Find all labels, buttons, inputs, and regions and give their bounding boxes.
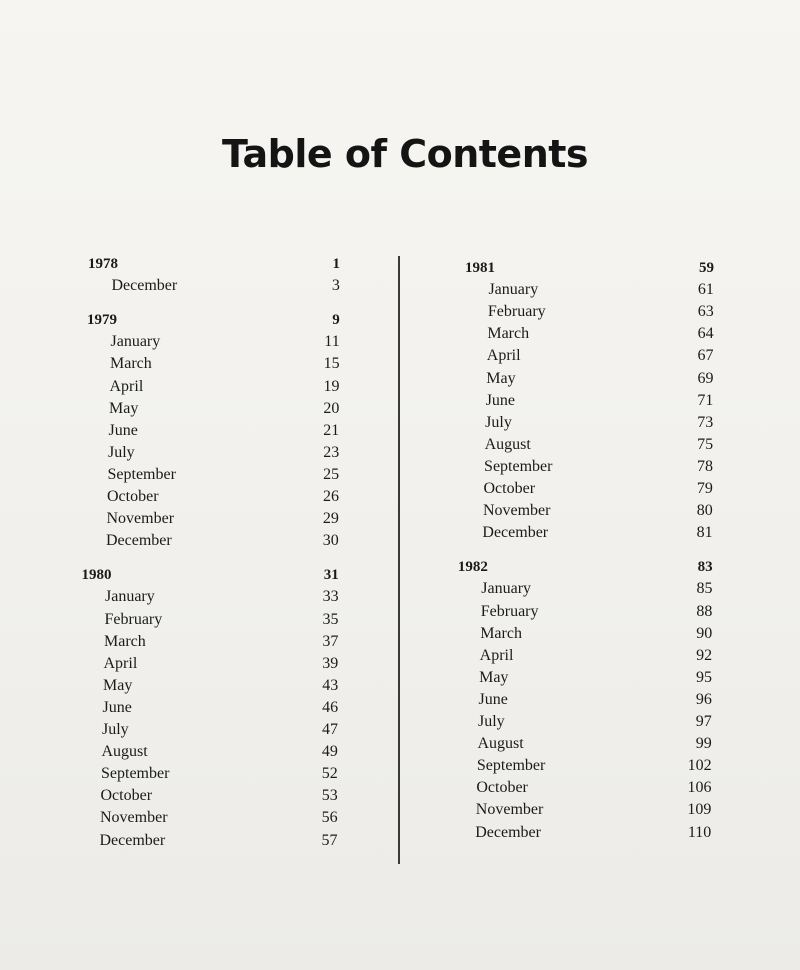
toc-month-page: 15 <box>323 355 340 373</box>
toc-month-entry: September <box>476 757 546 775</box>
toc-month-entry: February <box>487 303 546 321</box>
toc-month-page: 49 <box>321 743 338 761</box>
toc-year-page: 9 <box>332 312 340 329</box>
toc-month-page: 92 <box>696 646 713 664</box>
toc-month-entry: December <box>106 532 172 550</box>
toc-month-entry: December <box>111 277 178 295</box>
toc-year-page: 83 <box>697 559 713 576</box>
toc-month-page: 96 <box>695 690 712 708</box>
toc-month-entry: February <box>480 602 539 620</box>
toc-year-heading: 1978 <box>88 256 118 272</box>
toc-month-entry: March <box>110 355 152 373</box>
toc-month-entry: October <box>107 488 159 505</box>
toc-month-page: 57 <box>321 831 338 849</box>
toc-month-page: 20 <box>323 399 340 417</box>
toc-month-entry: October <box>100 787 153 805</box>
toc-month-page: 30 <box>322 532 339 550</box>
toc-month-entry: September <box>484 457 553 475</box>
toc-month-page: 73 <box>697 413 714 431</box>
toc-month-page: 80 <box>696 502 713 520</box>
toc-month-page: 46 <box>322 698 339 716</box>
toc-month-entry: July <box>485 413 512 431</box>
toc-month-page: 81 <box>696 524 713 542</box>
toc-month-entry: May <box>479 668 509 686</box>
toc-month-entry: March <box>480 624 522 642</box>
toc-month-entry: January <box>105 588 155 606</box>
toc-month-page: 109 <box>687 801 712 819</box>
toc-month-page: 37 <box>322 632 339 650</box>
toc-month-entry: October <box>476 779 528 797</box>
toc-month-entry: June <box>485 391 516 409</box>
toc-month-entry: November <box>482 502 551 520</box>
toc-month-page: 71 <box>697 391 714 409</box>
toc-month-entry: May <box>486 369 516 387</box>
toc-month-entry: March <box>487 325 530 343</box>
toc-month-page: 25 <box>323 465 340 483</box>
toc-month-page: 75 <box>697 435 714 453</box>
toc-year-page: 1 <box>332 256 340 272</box>
toc-month-entry: September <box>107 465 176 483</box>
toc-month-page: 43 <box>322 676 339 694</box>
toc-month-entry: October <box>483 480 536 497</box>
toc-month-entry: June <box>478 690 508 708</box>
toc-month-page: 33 <box>322 588 339 606</box>
toc-year-heading: 1982 <box>457 559 488 576</box>
toc-month-page: 61 <box>697 281 714 299</box>
toc-month-page: 21 <box>323 421 340 439</box>
toc-month-entry: December <box>99 831 166 849</box>
toc-month-page: 99 <box>695 735 712 753</box>
toc-month-page: 85 <box>696 580 713 598</box>
toc-month-entry: May <box>109 399 139 417</box>
toc-month-entry: July <box>478 713 505 730</box>
toc-month-entry: July <box>108 443 135 461</box>
toc-month-entry: August <box>484 435 531 453</box>
toc-month-entry: February <box>104 610 163 628</box>
toc-month-entry: September <box>101 765 170 783</box>
toc-month-page: 90 <box>696 624 713 642</box>
toc-month-page: 35 <box>322 610 339 628</box>
toc-month-entry: January <box>488 281 539 299</box>
toc-month-entry: April <box>486 347 521 365</box>
toc-month-entry: June <box>108 421 138 439</box>
toc-month-page: 102 <box>687 757 712 775</box>
toc-year-page: 59 <box>699 260 714 276</box>
toc-month-page: 23 <box>323 443 340 461</box>
toc-month-entry: March <box>104 632 146 650</box>
toc-month-page: 63 <box>697 303 714 321</box>
toc-month-page: 19 <box>323 377 340 395</box>
toc-month-page: 69 <box>697 369 714 387</box>
toc-month-page: 88 <box>696 602 713 620</box>
toc-month-page: 39 <box>322 654 339 672</box>
toc-month-page: 56 <box>321 809 338 827</box>
toc-month-entry: December <box>482 524 549 542</box>
toc-month-page: 78 <box>697 457 713 475</box>
toc-month-entry: May <box>103 676 133 694</box>
toc-month-page: 47 <box>322 721 338 738</box>
toc-month-page: 67 <box>697 347 714 365</box>
toc-month-entry: January <box>481 580 532 598</box>
toc-month-page: 53 <box>321 787 338 805</box>
toc-month-page: 106 <box>687 779 712 797</box>
toc-month-page: 64 <box>697 325 714 343</box>
toc-month-page: 26 <box>323 488 339 505</box>
toc-year-page: 31 <box>323 567 339 584</box>
toc-month-page: 52 <box>321 765 338 783</box>
toc-month-entry: April <box>109 377 144 395</box>
toc-month-entry: June <box>102 698 132 716</box>
toc-month-page: 11 <box>324 333 340 351</box>
toc-month-page: 110 <box>687 823 712 841</box>
toc-month-entry: November <box>475 801 544 819</box>
page-title: Table of Contents <box>221 132 589 176</box>
toc-year-heading: 1979 <box>87 312 117 329</box>
toc-month-page: 97 <box>695 713 712 730</box>
toc-month-entry: August <box>477 735 524 753</box>
toc-month-entry: January <box>110 333 161 351</box>
toc-month-entry: December <box>475 823 541 841</box>
toc-month-entry: April <box>479 646 514 664</box>
toc-month-page: 79 <box>696 480 713 497</box>
toc-month-page: 3 <box>331 277 340 295</box>
toc-year-heading: 1981 <box>465 260 495 276</box>
toc-month-entry: July <box>102 721 129 738</box>
toc-month-entry: November <box>106 510 175 528</box>
toc-month-entry: November <box>100 809 168 827</box>
column-divider <box>398 256 400 864</box>
toc-month-page: 29 <box>322 510 339 528</box>
toc-month-entry: April <box>103 654 138 672</box>
toc-month-page: 95 <box>696 668 713 686</box>
toc-year-heading: 1980 <box>81 567 112 584</box>
toc-month-entry: August <box>101 743 148 761</box>
